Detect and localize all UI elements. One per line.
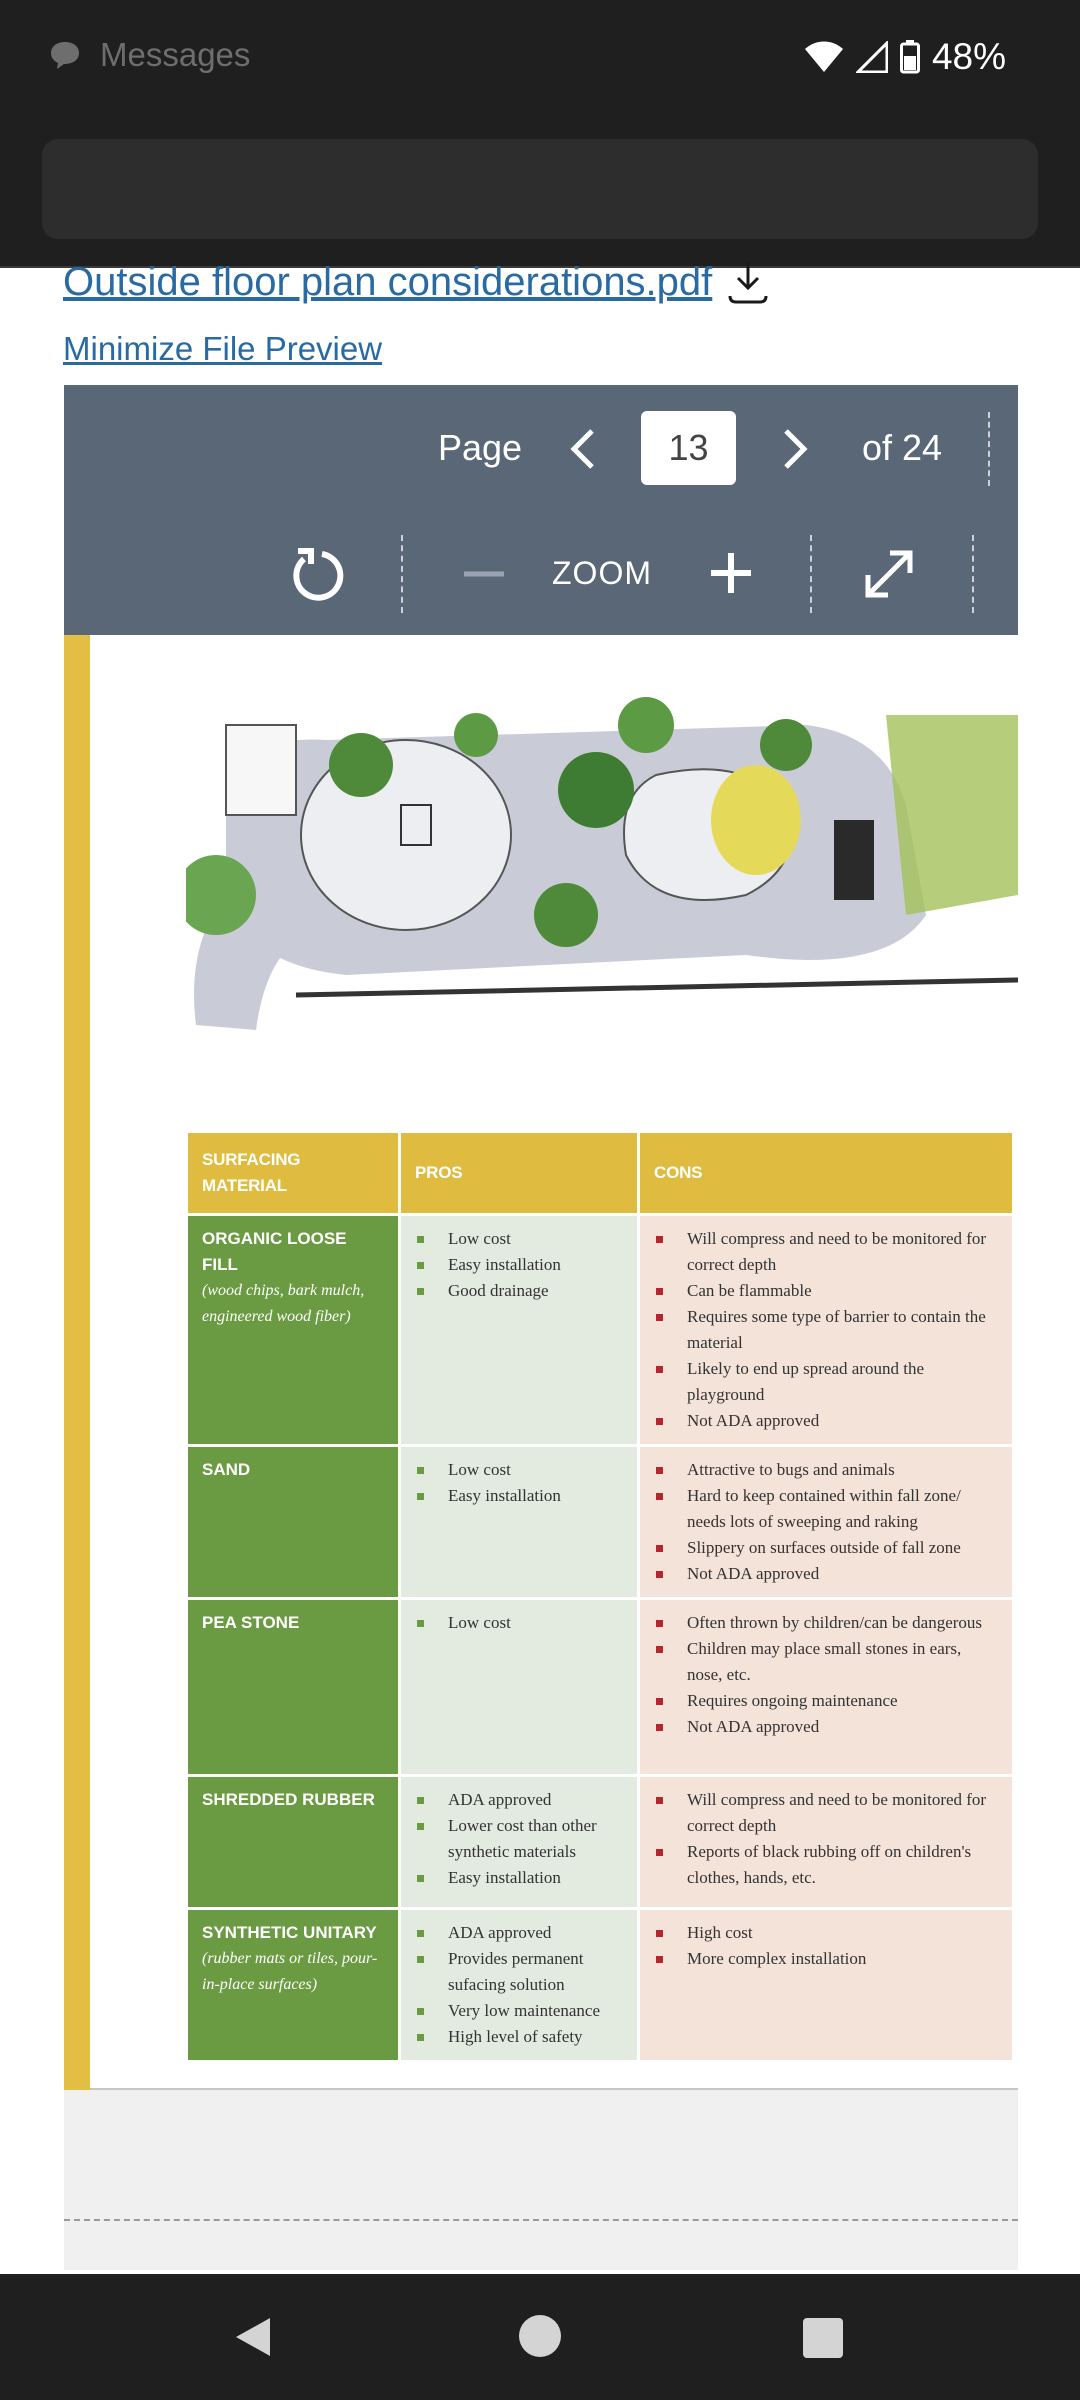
material-note: (wood chips, bark mulch, engineered wood fiber) bbox=[202, 1282, 365, 1325]
pro-item: Provides permanent sufacing solution bbox=[415, 1946, 625, 1998]
battery-icon bbox=[900, 40, 920, 74]
pros-cell bbox=[401, 1910, 637, 2060]
file-link-row bbox=[63, 258, 770, 306]
pros-cell bbox=[401, 1777, 637, 1907]
cons-cell bbox=[640, 1600, 1012, 1774]
pro-item: Lower cost than other synthetic materials bbox=[415, 1813, 625, 1865]
con-item: Children may place small stones in ears, nose, etc. bbox=[654, 1636, 1000, 1688]
pro-item: Low cost bbox=[415, 1226, 625, 1252]
previous-page-button[interactable] bbox=[558, 420, 608, 478]
pro-item: High level of safety bbox=[415, 2024, 625, 2050]
page-label: Page bbox=[438, 427, 523, 468]
pdf-page bbox=[64, 635, 1018, 2090]
zoom-in-icon[interactable] bbox=[701, 543, 761, 603]
page-count-label: of 24 bbox=[862, 427, 943, 468]
con-item: More complex installation bbox=[654, 1946, 1000, 1972]
con-item: Will compress and need to be monitored for correct depth bbox=[654, 1226, 1000, 1278]
material-cell bbox=[188, 1216, 398, 1444]
status-right bbox=[804, 36, 1006, 78]
home-button[interactable] bbox=[519, 2315, 561, 2357]
file-name-link[interactable]: Outside floor plan considerations.pdf bbox=[63, 259, 713, 304]
pro-item: Easy installation bbox=[415, 1865, 625, 1891]
battery-percent: 48% bbox=[931, 36, 1006, 77]
con-item: Slippery on surfaces outside of fall zone bbox=[654, 1535, 1000, 1561]
status-bar bbox=[0, 0, 1080, 118]
app-bar bbox=[0, 118, 1080, 268]
pro-item: ADA approved bbox=[415, 1787, 625, 1813]
messages-bubble-icon bbox=[48, 38, 82, 72]
next-page-button[interactable] bbox=[770, 420, 820, 478]
con-item: Reports of black rubbing off on children's clothes, hands, etc. bbox=[654, 1839, 1000, 1891]
con-item: Can be flammable bbox=[654, 1278, 1000, 1304]
pdf-toolbar bbox=[64, 385, 1018, 635]
con-item: Not ADA approved bbox=[654, 1714, 1000, 1740]
material-name: SAND bbox=[202, 1460, 251, 1479]
pro-item: ADA approved bbox=[415, 1920, 625, 1946]
cons-cell bbox=[640, 1447, 1012, 1597]
toolbar-divider bbox=[988, 412, 990, 486]
material-name: PEA STONE bbox=[202, 1613, 300, 1632]
fullscreen-icon[interactable] bbox=[856, 541, 922, 607]
header-cons: CONS bbox=[640, 1133, 1012, 1213]
toolbar-divider bbox=[401, 535, 403, 613]
system-nav-bar bbox=[0, 2274, 1080, 2400]
con-item: Requires some type of barrier to contain the material bbox=[654, 1304, 1000, 1356]
page-break-divider bbox=[64, 2219, 1018, 2221]
zoom-label: ZOOM bbox=[552, 555, 652, 591]
pdf-viewer bbox=[64, 385, 1018, 2270]
back-icon[interactable] bbox=[230, 2314, 276, 2360]
toolbar-divider bbox=[810, 535, 812, 613]
con-item: Attractive to bugs and animals bbox=[654, 1457, 1000, 1483]
pro-item: Low cost bbox=[415, 1610, 625, 1636]
header-surfacing-material: SURFACING MATERIAL bbox=[188, 1133, 398, 1213]
pro-item: Easy installation bbox=[415, 1483, 625, 1509]
cons-cell bbox=[640, 1216, 1012, 1444]
pros-cell bbox=[401, 1216, 637, 1444]
con-item: Not ADA approved bbox=[654, 1561, 1000, 1587]
chevron-left-icon bbox=[568, 427, 598, 471]
material-cell bbox=[188, 1777, 398, 1907]
material-name: ORGANIC LOOSE FILL bbox=[202, 1229, 347, 1274]
pagination-row bbox=[64, 410, 1018, 488]
search-field[interactable] bbox=[42, 139, 1038, 239]
page-accent-bar bbox=[64, 635, 90, 2090]
cons-cell bbox=[640, 1777, 1012, 1907]
material-note: (rubber mats or tiles, pour-in-place surfaces) bbox=[202, 1950, 378, 1993]
pro-item: Good drainage bbox=[415, 1278, 625, 1304]
table-row bbox=[188, 1600, 1012, 1774]
wifi-icon bbox=[804, 41, 844, 73]
minimize-preview-link[interactable]: Minimize File Preview bbox=[63, 330, 383, 367]
table-row bbox=[188, 1777, 1012, 1907]
con-item: Often thrown by children/can be dangerous bbox=[654, 1610, 1000, 1636]
con-item: Requires ongoing maintenance bbox=[654, 1688, 1000, 1714]
signal-icon bbox=[856, 41, 888, 73]
pro-item: Easy installation bbox=[415, 1252, 625, 1278]
table-header-row bbox=[188, 1133, 1012, 1213]
header-pros: PROS bbox=[401, 1133, 637, 1213]
status-app-name: Messages bbox=[100, 36, 251, 73]
zoom-out-icon[interactable] bbox=[454, 549, 514, 599]
material-name: SYNTHETIC UNITARY bbox=[202, 1923, 377, 1942]
table-row bbox=[188, 1447, 1012, 1597]
status-left bbox=[48, 36, 250, 74]
con-item: Hard to keep contained within fall zone/ needs lots of sweeping and raking bbox=[654, 1483, 1000, 1535]
pros-cell bbox=[401, 1600, 637, 1774]
rotate-icon[interactable] bbox=[284, 541, 350, 607]
table-row bbox=[188, 1216, 1012, 1444]
con-item: Will compress and need to be monitored for correct depth bbox=[654, 1787, 1000, 1839]
surfacing-material-table bbox=[185, 1130, 1015, 2063]
cons-cell bbox=[640, 1910, 1012, 2060]
con-item: High cost bbox=[654, 1920, 1000, 1946]
material-cell bbox=[188, 1600, 398, 1774]
download-icon[interactable] bbox=[726, 258, 770, 306]
pros-cell bbox=[401, 1447, 637, 1597]
pro-item: Low cost bbox=[415, 1457, 625, 1483]
con-item: Not ADA approved bbox=[654, 1408, 1000, 1434]
con-item: Likely to end up spread around the playground bbox=[654, 1356, 1000, 1408]
chevron-right-icon bbox=[780, 427, 810, 471]
material-cell bbox=[188, 1447, 398, 1597]
table-row bbox=[188, 1910, 1012, 2060]
page-number-input[interactable]: 13 bbox=[641, 411, 736, 485]
pro-item: Very low maintenance bbox=[415, 1998, 625, 2024]
toolbar-divider bbox=[972, 535, 974, 613]
playground-sketch-image bbox=[186, 695, 1018, 1055]
recents-button[interactable] bbox=[803, 2318, 843, 2358]
zoom-row bbox=[64, 535, 1018, 615]
material-cell bbox=[188, 1910, 398, 2060]
material-name: SHREDDED RUBBER bbox=[202, 1790, 375, 1809]
